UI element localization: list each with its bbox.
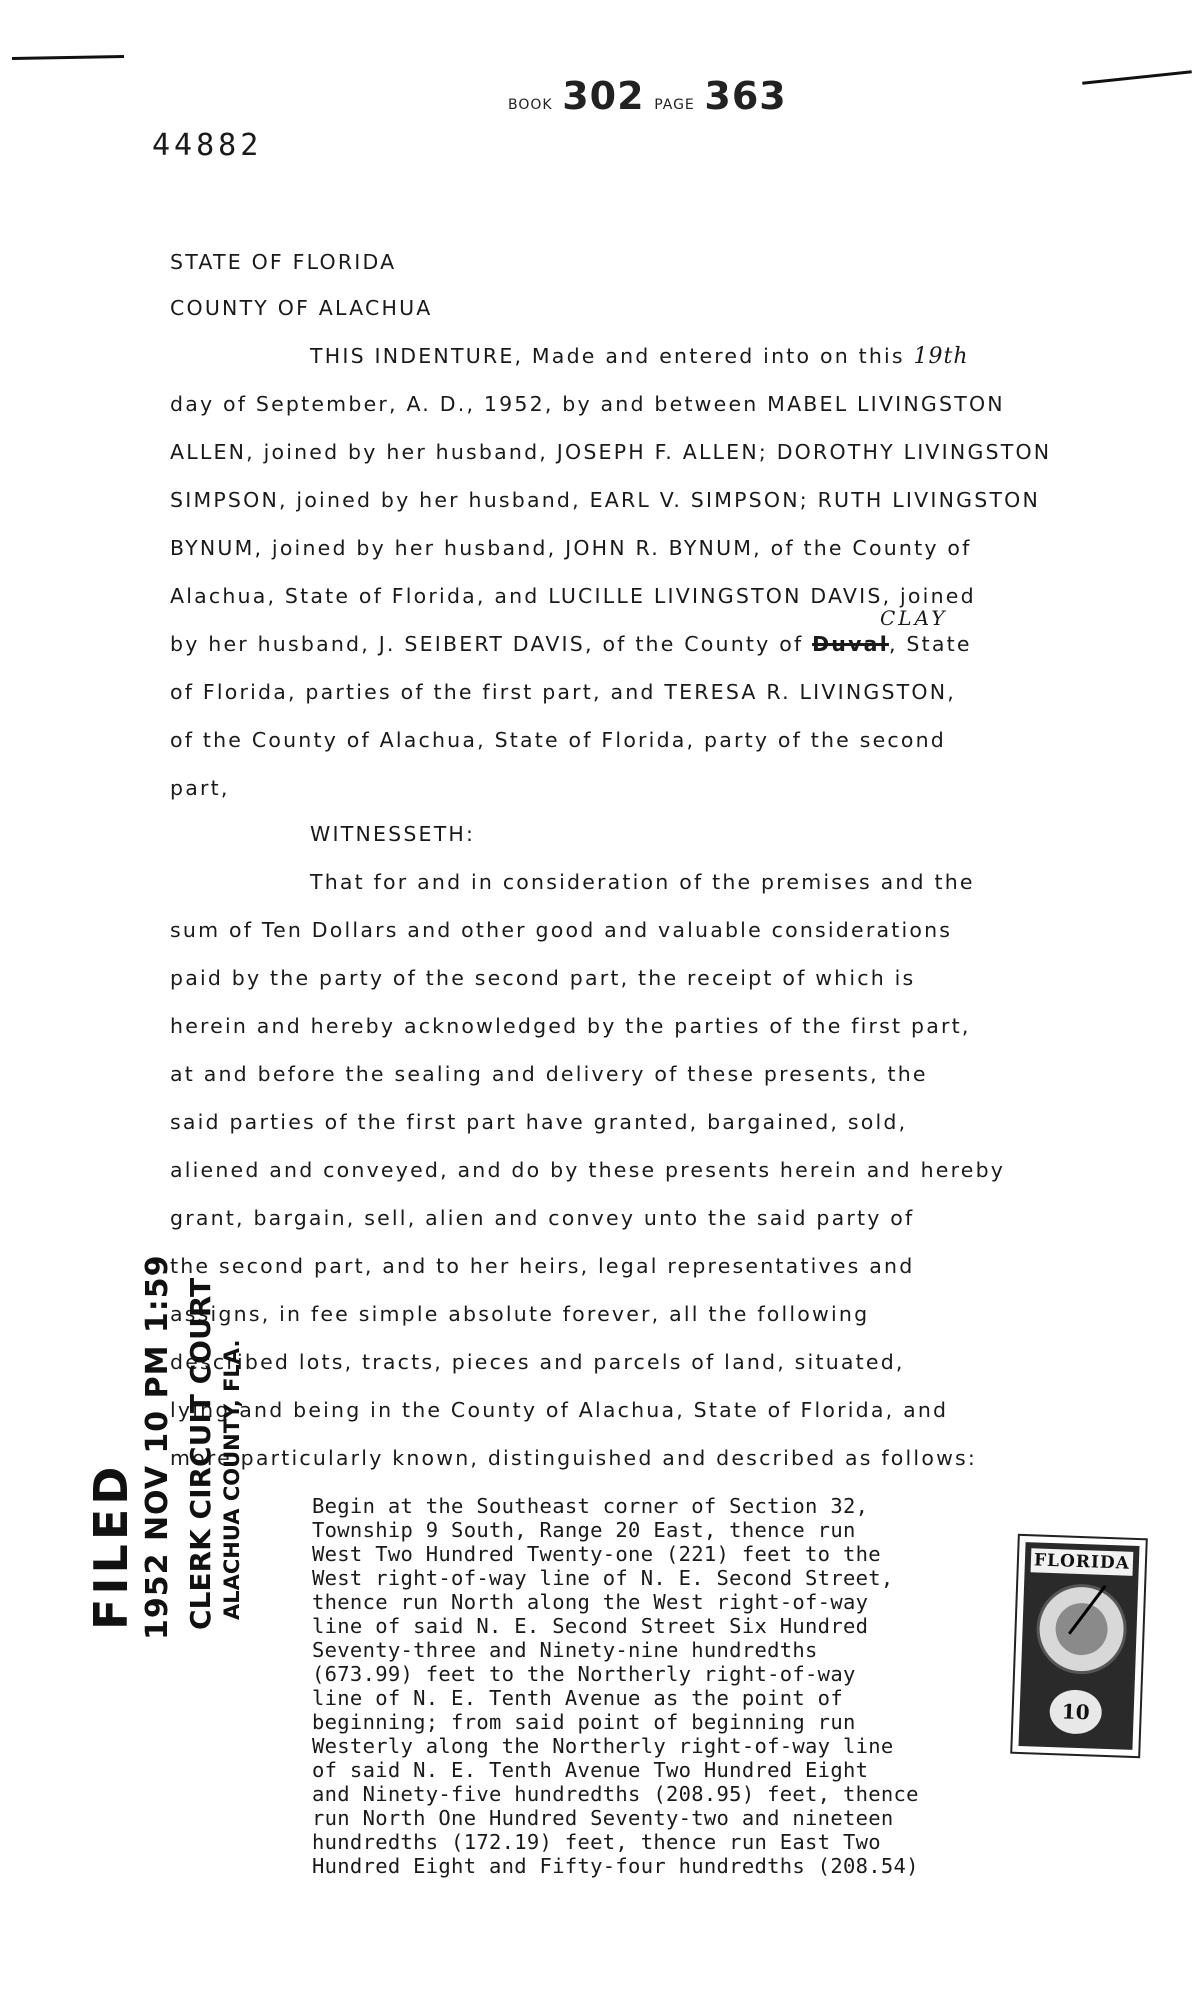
- text-line: That for and in consideration of the premises and the: [310, 870, 975, 894]
- document-number: 44882: [152, 128, 263, 163]
- page-label: PAGE: [654, 97, 695, 113]
- top-left-rule: [12, 55, 124, 60]
- legal-line: hundredths (172.19) feet, thence run East Two: [312, 1830, 881, 1854]
- intro-line: [310, 344, 969, 369]
- filed-county: ALACHUA COUNTY, FLA.: [220, 1339, 244, 1620]
- text-line: day of September, A. D., 1952, by and between MABEL LIVINGSTON: [170, 392, 1005, 416]
- text-line: sum of Ten Dollars and other good and valuable considerations: [170, 918, 953, 942]
- top-right-rule: [1082, 70, 1192, 84]
- book-page-reference: [508, 74, 787, 118]
- filed-datetime: 1952 NOV 10 PM 1:59: [140, 1254, 175, 1640]
- legal-line: Begin at the Southeast corner of Section 32,: [312, 1494, 869, 1518]
- text-line: of Florida, parties of the first part, and TERESA R. LIVINGSTON,: [170, 680, 956, 704]
- text-line: of the County of Alachua, State of Florida, party of the second: [170, 728, 947, 752]
- county-heading: COUNTY OF ALACHUA: [170, 296, 433, 320]
- legal-line: West right-of-way line of N. E. Second Street,: [312, 1566, 894, 1590]
- text-line: aliened and conveyed, and do by these presents herein and hereby: [170, 1158, 1006, 1182]
- filed-label: FILED: [84, 1462, 138, 1630]
- legal-line: (673.99) feet to the Northerly right-of-way: [312, 1662, 856, 1686]
- state-heading: STATE OF FLORIDA: [170, 250, 397, 274]
- stamp-state-label: FLORIDA: [1031, 1548, 1134, 1576]
- legal-line: Hundred Eight and Fifty-four hundredths (208.54): [312, 1854, 919, 1878]
- legal-line: of said N. E. Tenth Avenue Two Hundred Eight: [312, 1758, 869, 1782]
- text-line: the second part, and to her heirs, legal representatives and: [170, 1254, 915, 1278]
- text-line-county: [170, 632, 972, 656]
- page-number: 363: [704, 74, 787, 118]
- text-line: lying and being in the County of Alachua, State of Florida, and: [170, 1398, 949, 1422]
- text-line: paid by the party of the second part, the receipt of which is: [170, 966, 916, 990]
- legal-line: Westerly along the Northerly right-of-way line: [312, 1734, 894, 1758]
- legal-line: beginning; from said point of beginning run: [312, 1710, 856, 1734]
- text-line: grant, bargain, sell, alien and convey unto the said party of: [170, 1206, 915, 1230]
- book-number: 302: [562, 74, 645, 118]
- text-line: SIMPSON, joined by her husband, EARL V. SIMPSON; RUTH LIVINGSTON: [170, 488, 1041, 512]
- legal-line: and Ninety-five hundredths (208.95) feet, thence: [312, 1782, 919, 1806]
- text-line: assigns, in fee simple absolute forever, all the following: [170, 1302, 870, 1326]
- text-line: herein and hereby acknowledged by the parties of the first part,: [170, 1014, 971, 1038]
- text-line: at and before the sealing and delivery of these presents, the: [170, 1062, 928, 1086]
- filed-office: CLERK CIRCUIT COURT: [184, 1277, 217, 1630]
- text-line: described lots, tracts, pieces and parcels of land, situated,: [170, 1350, 905, 1374]
- legal-line: run North One Hundred Seventy-two and nineteen: [312, 1806, 894, 1830]
- witnesseth-heading: WITNESSETH:: [310, 822, 476, 846]
- legal-line: thence run North along the West right-of-way: [312, 1590, 869, 1614]
- handwritten-day: 19th: [913, 344, 969, 369]
- text-line: more particularly known, distinguished and described as follows:: [170, 1446, 978, 1470]
- text-line: said parties of the first part have granted, bargained, sold,: [170, 1110, 908, 1134]
- county-line-text: by her husband, J. SEIBERT DAVIS, of the County of: [170, 632, 804, 656]
- text-line: ALLEN, joined by her husband, JOSEPH F. ALLEN; DOROTHY LIVINGSTON: [170, 440, 1052, 464]
- text-line: part,: [170, 776, 230, 800]
- struck-county-name: Duval: [812, 632, 889, 656]
- county-line-tail: , State: [888, 632, 972, 656]
- intro-text: THIS INDENTURE, Made and entered into on this: [310, 344, 905, 368]
- documentary-tax-stamp: [1010, 1534, 1148, 1758]
- book-label: BOOK: [508, 97, 553, 113]
- handwritten-county-correction: CLAY: [880, 606, 948, 630]
- text-line: BYNUM, joined by her husband, JOHN R. BYNUM, of the County of: [170, 536, 972, 560]
- legal-line: Seventy-three and Ninety-nine hundredths: [312, 1638, 818, 1662]
- legal-line: Township 9 South, Range 20 East, thence run: [312, 1518, 856, 1542]
- legal-line: line of said N. E. Second Street Six Hundred: [312, 1614, 869, 1638]
- legal-line: West Two Hundred Twenty-one (221) feet to the: [312, 1542, 881, 1566]
- legal-line: line of N. E. Tenth Avenue as the point of: [312, 1686, 843, 1710]
- text-line: Alachua, State of Florida, and LUCILLE LIVINGSTON DAVIS, joined: [170, 584, 976, 608]
- stamp-denomination: 10: [1049, 1689, 1103, 1735]
